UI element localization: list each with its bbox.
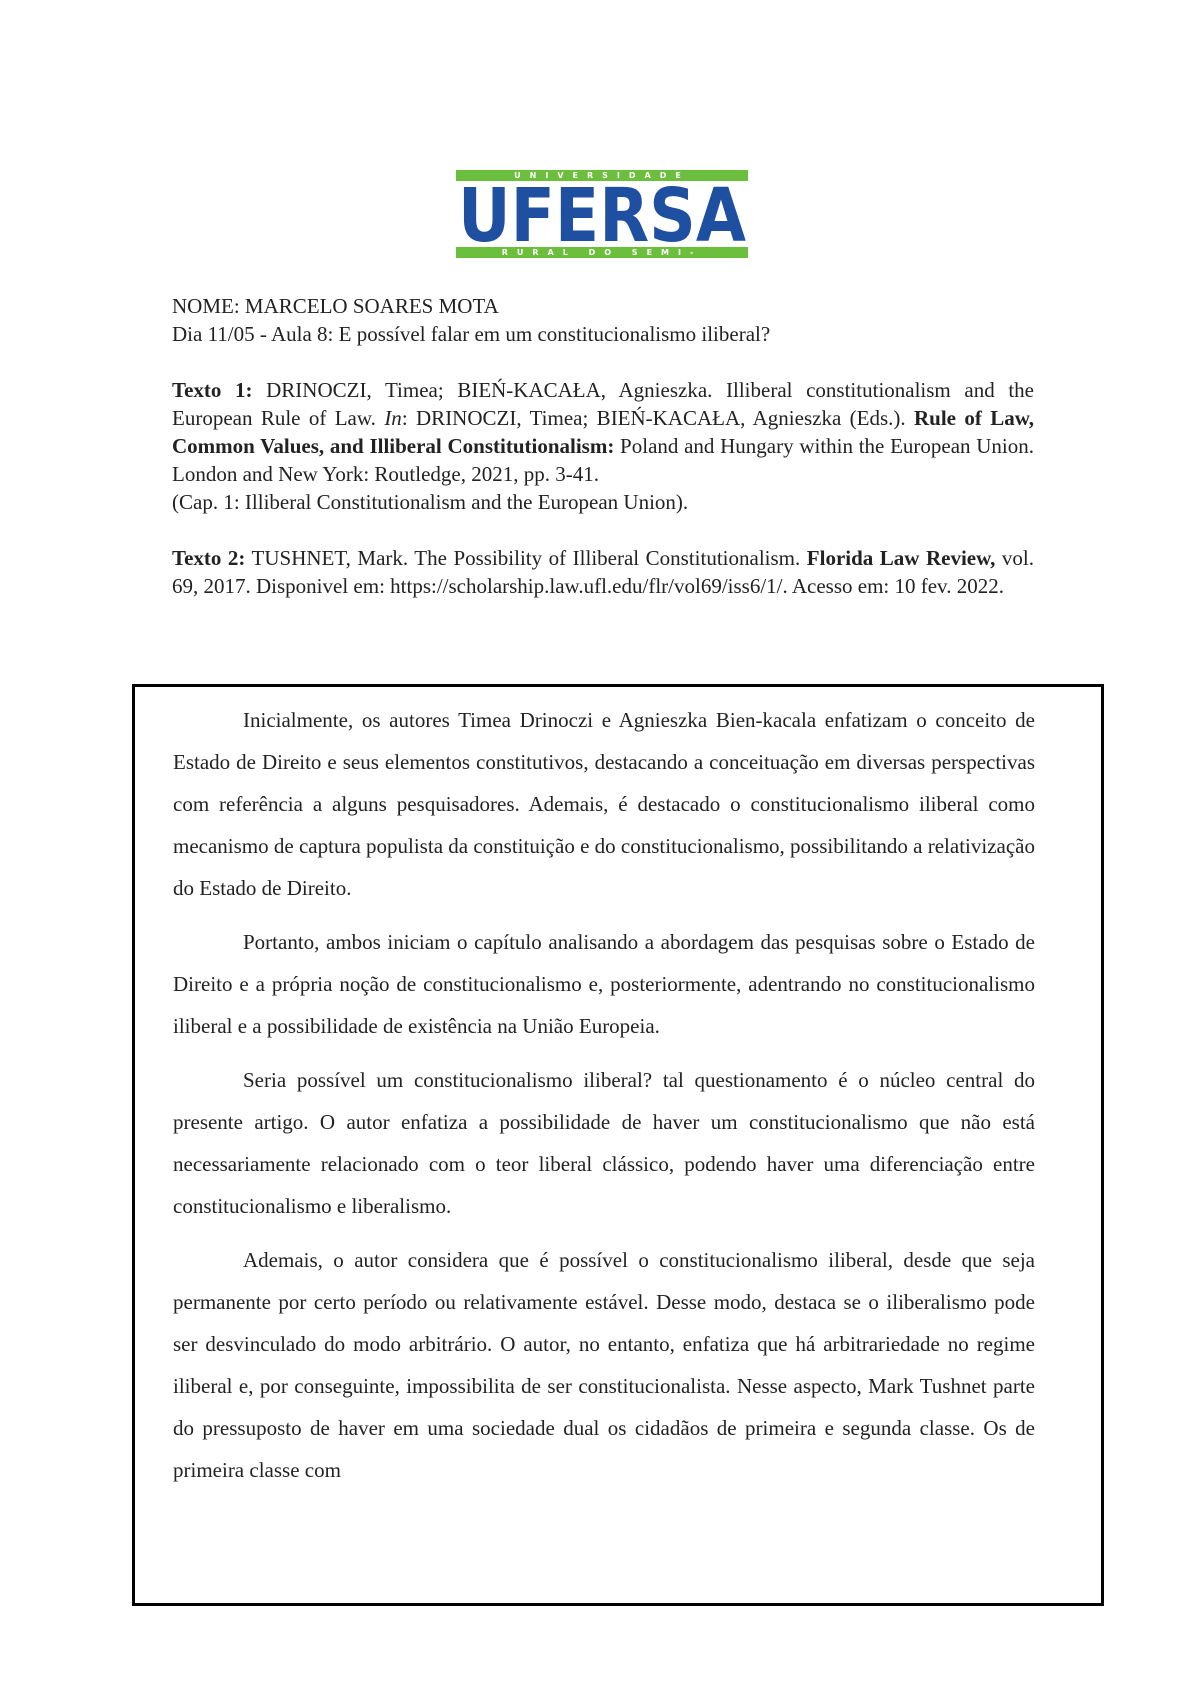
logo-bottom-text: RURAL DO SEMI-ÁRIDO <box>501 248 703 268</box>
logo-word-text: UFERSA <box>458 181 746 247</box>
texto2-part1: TUSHNET, Mark. The Possibility of Illiberal Constitutionalism. <box>245 546 807 570</box>
texto2-part2: vol. 69, 2017. Disponivel em: https://scholarship.law.ufl.edu/flr/vol69/iss6/1/. Acesso em: 10 fev. 2022. <box>172 546 1034 598</box>
texto1-chapter: (Cap. 1: Illiberal Constitutionalism and the European Union). <box>172 490 689 514</box>
texto1-part1: DRINOCZI, Timea; BIEŃ-KACAŁA, Agnieszka. Illiberal constitutionalism and the European Rule of Law. <box>172 378 1034 430</box>
texto1-part3: Poland and Hungary within the European Union. London and New York: Routledge, 2021, pp. 3-41. <box>172 434 1034 486</box>
logo-top-band <box>456 170 748 191</box>
class-title: Dia 11/05 - Aula 8: E possível falar em um constitucionalismo iliberal? <box>172 322 771 346</box>
document-header <box>172 292 1034 600</box>
summary-text <box>173 699 1035 1503</box>
reference-texto-1 <box>172 376 1034 488</box>
logo-bottom-band <box>456 247 748 268</box>
texto2-label: Texto 2: <box>172 546 246 570</box>
logo-wordmark <box>456 181 748 247</box>
summary-paragraph-2: Portanto, ambos iniciam o capítulo analisando a abordagem das pesquisas sobre o Estado de Direito e a própria noção de constitucionalismo e, posteriormente, adentrando no constitucionalismo iliberal e a possibilidade de existência na União Europeia. <box>173 930 1035 1038</box>
texto1-book-title: Rule of Law, Common Values, and Illiberal Constitutionalism: <box>172 406 1034 458</box>
ufersa-logo <box>456 170 748 268</box>
texto1-label: Texto 1: <box>172 378 253 402</box>
texto2-journal: Florida Law Review, <box>806 546 996 570</box>
summary-box <box>132 684 1104 1606</box>
summary-paragraph-3: Seria possível um constitucionalismo iliberal? tal questionamento é o núcleo central do presente artigo. O autor enfatiza a possibilidade de haver um constitucionalismo que não está necessariamente relacionado com o teor liberal clássico, podendo haver uma diferenciação entre constitucionalismo e liberalismo. <box>173 1068 1035 1218</box>
logo-top-text: UNIVERSIDADE FEDERAL <box>514 171 690 191</box>
summary-paragraph-4: Ademais, o autor considera que é possível o constitucionalismo iliberal, desde que seja permanente por certo período ou relativamente estável. Desse modo, destaca se o iliberalismo pode ser desvinculado do modo arbitrário. O autor, no entanto, enfatiza que há arbitrariedade no regime iliberal e, por conseguinte, impossibilita de ser constitucionalista. Nesse aspecto, Mark Tushnet parte do pressuposto de haver em uma sociedade dual os cidadãos de primeira e segunda classe. Os de primeira classe com <box>173 1248 1035 1482</box>
texto1-in-label: In <box>384 406 402 430</box>
student-name: NOME: MARCELO SOARES MOTA <box>172 294 499 318</box>
reference-texto-2 <box>172 544 1034 600</box>
summary-paragraph-1: Inicialmente, os autores Timea Drinoczi e Agnieszka Bien-kacala enfatizam o conceito de Estado de Direito e seus elementos constitutivos, destacando a conceituação em diversas perspectivas com referência a alguns pesquisadores. Ademais, é destacado o constitucionalismo iliberal como mecanismo de captura populista da constituição e do constitucionalismo, possibilitando a relativização do Estado de Direito. <box>173 708 1035 900</box>
texto1-part2: : DRINOCZI, Timea; BIEŃ-KACAŁA, Agnieszka (Eds.). <box>401 406 914 430</box>
